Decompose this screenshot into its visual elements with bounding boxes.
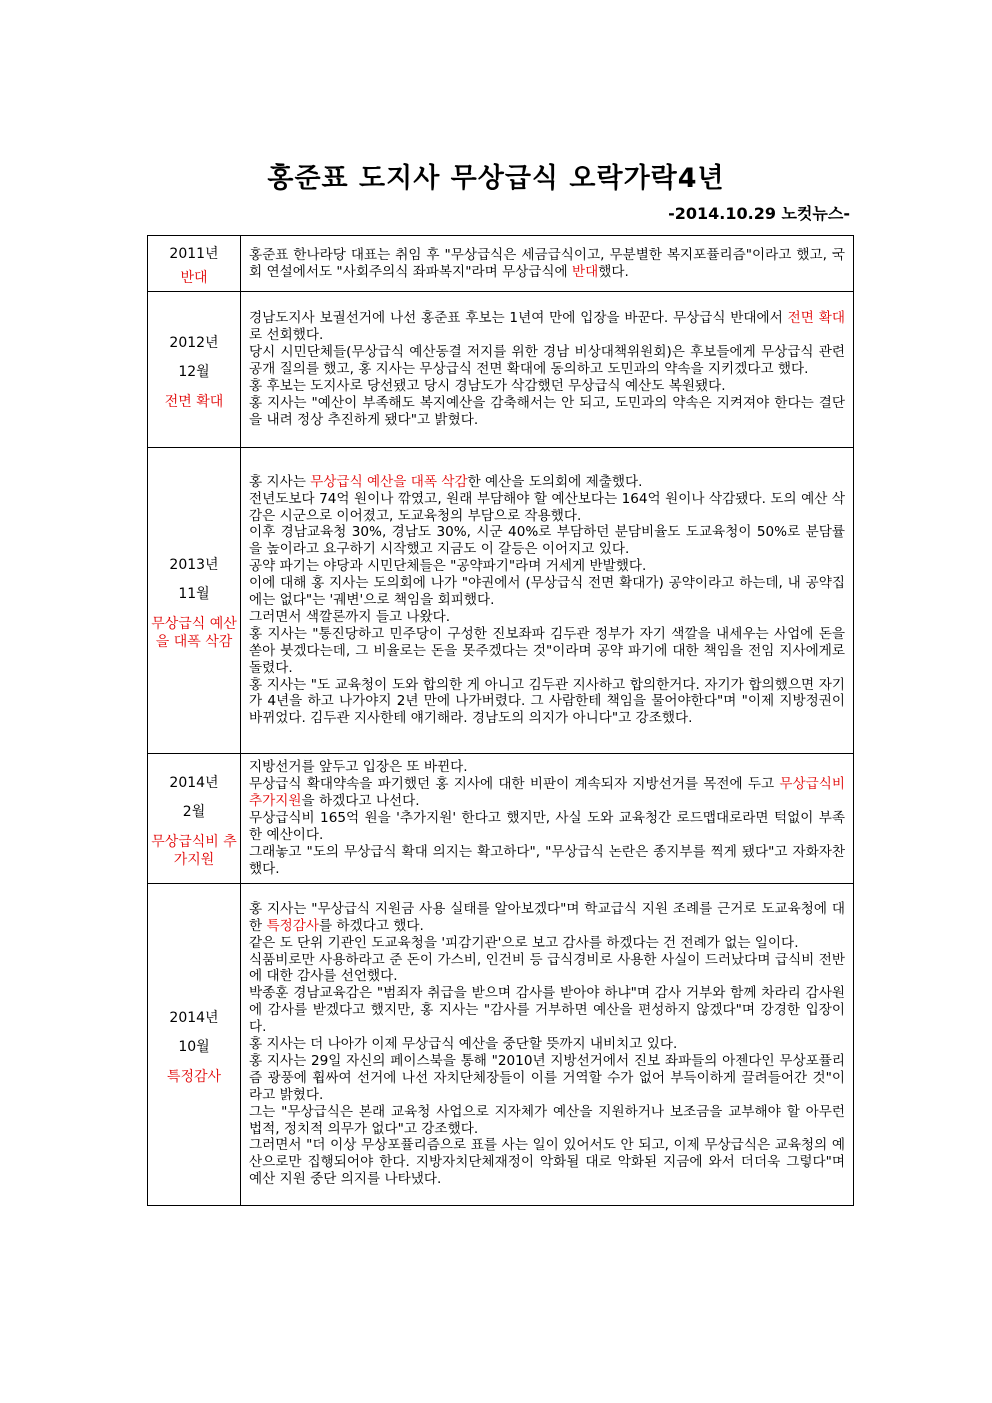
- body-text: 같은 도 단위 기관인 도교육청을 '피감기관'으로 보고 감사를 하겠다는 건 전례가 없는 일이다.: [249, 934, 799, 951]
- description-paragraph: [249, 575, 845, 609]
- description-paragraph: [249, 759, 845, 776]
- body-text: 박종훈 경남교육감은 "범죄자 취급을 받으며 감사를 받아야 하냐"며 감사 거부와 함께 차라리 감사원에 감사를 받겠다고 했지만, 홍 지사는 "감사를 거부하면 예산을 편성하지 않겠다"며 강경한 입장이다.: [249, 985, 845, 1036]
- body-text: 이에 대해 홍 지사는 도의회에 나가 "야권에서 (무상급식 전면 확대가) 공약이라고 하는데, 내 공약집에는 없다"는 '궤변'으로 책임을 회피했다.: [249, 575, 845, 609]
- period-cell: [148, 884, 241, 1206]
- stance-label: 무상급식비 추가지원: [151, 833, 237, 868]
- description-paragraph: [249, 395, 845, 429]
- description-paragraph: [249, 491, 845, 525]
- timeline-row: [148, 292, 854, 448]
- timeline-table: [147, 235, 854, 1206]
- body-text: 그러면서 "더 이상 무상포퓰리즘으로 표를 사는 일이 있어서도 안 되고, 이제 무상급식은 교육청의 예산으로만 집행되어야 한다. 지방자치단체재정이 악화될 대로 악화된 지금에 와서 더더욱 그렇다"며 예산 지원 중단 의지를 나타냈다.: [249, 1137, 845, 1188]
- description-cell: [241, 448, 854, 754]
- stance-label: 반대: [180, 270, 208, 286]
- period-year: 2014년: [169, 1009, 219, 1026]
- description-paragraph: [249, 609, 845, 626]
- highlighted-text: 반대: [572, 263, 599, 280]
- highlighted-text: 전면 확대: [787, 310, 845, 327]
- description-paragraph: [249, 1137, 845, 1188]
- body-text: 홍 지사는: [249, 473, 311, 490]
- stance-label: 전면 확대: [164, 393, 224, 410]
- description-cell: [241, 754, 854, 884]
- body-text: 경남도지사 보궐선거에 나선 홍준표 후보는 1년여 만에 입장을 바꾼다. 무상급식 반대에서: [249, 310, 788, 327]
- body-text: 홍 지사는 "통진당하고 민주당이 구성한 진보좌파 김두관 정부가 자기 색깔을 내세우는 사업에 돈을 쏟아 붓겠다는데, 그 비율로는 돈을 못주겠다는 것"이라며 공약 파기에 대한 책임을 전임 지사에게로 돌렸다.: [249, 625, 845, 676]
- description-paragraph: [249, 901, 845, 935]
- document-title: 홍준표 도지사 무상급식 오락가락4년: [267, 163, 725, 194]
- source-date: -2014.10.29 노컷뉴스-: [668, 204, 850, 223]
- period-cell: [148, 292, 241, 448]
- highlighted-text: 무상급식 예산을 대폭 삭감: [310, 473, 468, 490]
- description-paragraph: [249, 985, 845, 1036]
- body-text: 홍 지사는 "예산이 부족해도 복지예산을 감축해서는 안 되고, 도민과의 약속은 지켜져야 한다는 결단을 내려 정상 추진하게 됐다"고 밝혔다.: [249, 394, 845, 428]
- description-paragraph: [249, 247, 845, 281]
- description-paragraph: [249, 935, 845, 952]
- body-text: 식품비로만 사용하라고 준 돈이 가스비, 인건비 등 급식경비로 사용한 사실이 드러났다며 급식비 전반에 대한 감사를 선언했다.: [249, 951, 845, 985]
- body-text: 를 하겠다고 했다.: [318, 917, 424, 934]
- timeline-row: [148, 884, 854, 1206]
- period-year: 2013년: [169, 556, 219, 573]
- period-month: 12월: [178, 363, 210, 380]
- body-text: 무상급식 확대약속을 파기했던 홍 지사에 대한 비판이 계속되자 지방선거를 목전에 두고: [249, 776, 780, 793]
- description-paragraph: [249, 952, 845, 986]
- description-paragraph: [249, 378, 845, 395]
- description-paragraph: [249, 776, 845, 810]
- body-text: 을 하겠다고 나선다.: [301, 793, 420, 810]
- description-paragraph: [249, 524, 845, 558]
- period-month: 2월: [182, 803, 206, 820]
- description-paragraph: [249, 677, 845, 728]
- period-month: 11월: [178, 585, 210, 602]
- period-year: 2012년: [169, 334, 219, 351]
- description-paragraph: [249, 344, 845, 378]
- body-text: 이후 경남교육청 30%, 경남도 30%, 시군 40%로 부담하던 분담비율도 도교육청이 50%로 분담률을 높이라고 요구하기 시작했고 지금도 이 갈등은 이어지고 있다.: [249, 524, 845, 558]
- body-text: 홍 후보는 도지사로 당선됐고 당시 경남도가 삭감했던 무상급식 예산도 복원됐다.: [249, 377, 726, 394]
- body-text: 로 선회했다.: [249, 327, 324, 344]
- description-paragraph: [249, 310, 845, 344]
- description-paragraph: [249, 558, 845, 575]
- body-text: 했다.: [598, 263, 629, 280]
- body-text: 홍 지사는 "무상급식 지원금 사용 실태를 알아보겠다"며 학교급식 지원 조례를 근거로 도교육청에 대한: [249, 900, 845, 934]
- body-text: 공약 파기는 야당과 시민단체들은 "공약파기"라며 거세게 반발했다.: [249, 558, 647, 575]
- highlighted-text: 특정감사: [266, 917, 319, 934]
- timeline-body: [148, 236, 854, 1206]
- description-paragraph: [249, 1104, 845, 1138]
- body-text: 한 예산을 도의회에 제출했다.: [467, 473, 643, 490]
- period-month: 10월: [178, 1038, 210, 1055]
- body-text: 지방선거를 앞두고 입장은 또 바뀐다.: [249, 759, 468, 776]
- body-text: 당시 시민단체들(무상급식 예산동결 저지를 위한 경남 비상대책위원회)은 후보들에게 무상급식 관련 공개 질의를 했고, 홍 지사는 무상급식 전면 확대에 동의하고 도민과의 약속을 지키겠다고 했다.: [249, 344, 845, 378]
- description-cell: [241, 884, 854, 1206]
- timeline-row: [148, 236, 854, 292]
- body-text: 그는 "무상급식은 본래 교육청 사업으로 지자체가 예산을 지원하거나 보조금을 교부해야 할 아무런 법적, 정치적 의무가 없다"고 강조했다.: [249, 1103, 845, 1137]
- timeline-row: [148, 754, 854, 884]
- description-paragraph: [249, 1053, 845, 1104]
- description-paragraph: [249, 474, 845, 491]
- stance-label: 무상급식 예산을 대폭 삭감: [151, 615, 237, 650]
- description-paragraph: [249, 1036, 845, 1053]
- body-text: 그래놓고 "도의 무상급식 확대 의지는 확고하다", "무상급식 논란은 종지부를 찍게 됐다"고 자화자찬했다.: [249, 843, 845, 877]
- description-cell: [241, 292, 854, 448]
- body-text: 홍 지사는 29일 자신의 페이스북을 통해 "2010년 지방선거에서 진보 좌파들의 아젠다인 무상포퓰리즘 광풍에 휩싸여 선거에 나선 자치단체장들이 이를 거역할 수가 없어 부득이하게 끌려들어간 것"이라고 밝혔다.: [249, 1052, 845, 1103]
- period-year: 2014년: [169, 774, 219, 791]
- period-cell: [148, 448, 241, 754]
- period-cell: [148, 236, 241, 292]
- description-paragraph: [249, 844, 845, 878]
- body-text: 홍 지사는 더 나아가 이제 무상급식 예산을 중단할 뜻까지 내비치고 있다.: [249, 1036, 678, 1053]
- body-text: 무상급식비 165억 원을 '추가지원' 한다고 했지만, 사실 도와 교육청간 로드맵대로라면 턱없이 부족한 예산이다.: [249, 810, 845, 843]
- body-text: 전년도보다 74억 원이나 깎였고, 원래 부담해야 할 예산보다는 164억 원이나 삭감됐다. 도의 예산 삭감은 시군으로 이어졌고, 도교육청의 부담으로 작용했다.: [249, 490, 845, 524]
- body-text: 홍준표 한나라당 대표는 취임 후 "무상급식은 세금급식이고, 무분별한 복지포퓰리즘"이라고 했고, 국회 연설에서도 "사회주의식 좌파복지"라며 무상급식에: [249, 246, 845, 280]
- highlighted-text: 무상급식비 추가지원: [249, 776, 845, 810]
- body-text: 그러면서 색깔론까지 들고 나왔다.: [249, 608, 451, 625]
- timeline-row: [148, 448, 854, 754]
- body-text: 홍 지사는 "도 교육청이 도와 합의한 게 아니고 김두관 지사하고 합의한거다. 자기가 합의했으면 자기가 4년을 하고 나가야지 2년 만에 나가버렸다. 그 사람한테 책임을 물어야한다"며 "이제 지방정권이 바뀌었다. 김두관 지사한테 얘기해라. 경남도의 의지가 아니다"고 강조했다.: [249, 676, 845, 727]
- stance-label: 특정감사: [166, 1068, 222, 1085]
- period-year: 2011년: [169, 246, 219, 262]
- description-paragraph: [249, 626, 845, 677]
- period-cell: [148, 754, 241, 884]
- description-cell: [241, 236, 854, 292]
- description-paragraph: [249, 810, 845, 844]
